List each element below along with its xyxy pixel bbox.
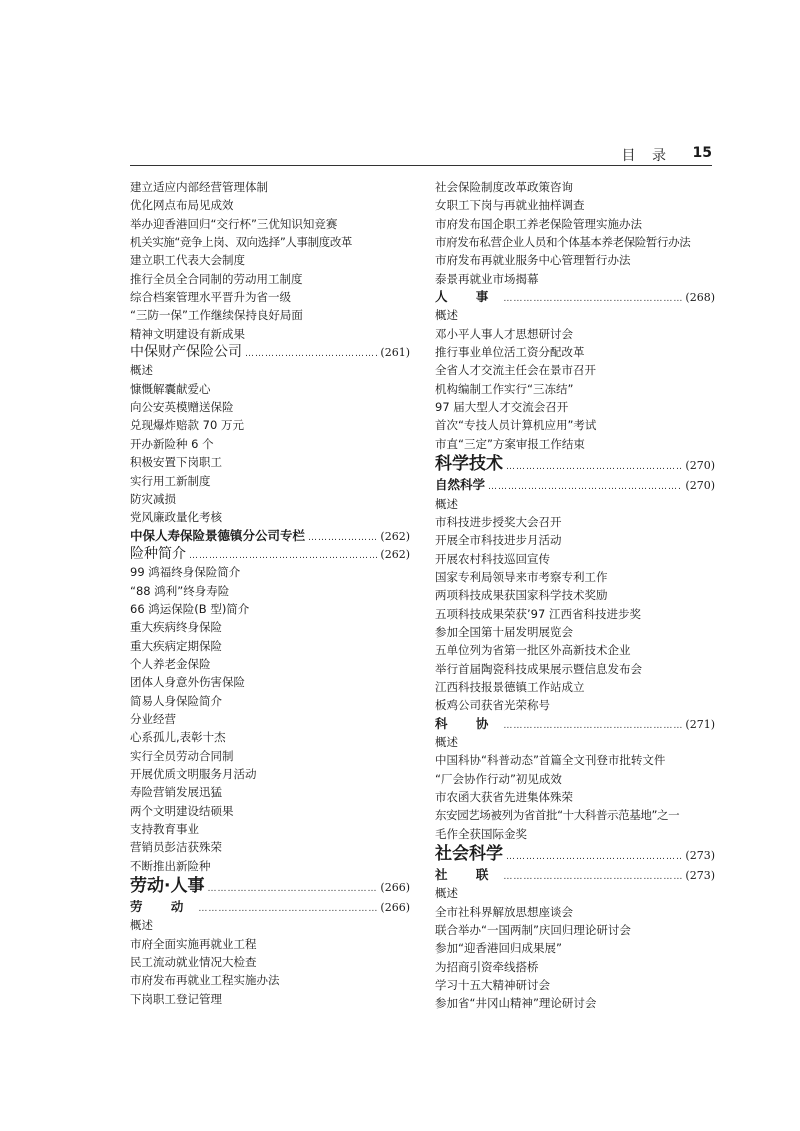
entry-page-number: (266)	[380, 901, 410, 915]
toc-entry[interactable]: 建立职工代表大会制度	[130, 253, 245, 268]
toc-entry[interactable]: 社会保险制度改革政策咨询	[435, 180, 573, 194]
toc-entry[interactable]: 市府全面实施再就业工程	[130, 936, 257, 951]
page-number: 15	[692, 145, 712, 161]
entry-title: 中保财产保险公司	[130, 344, 242, 361]
toc-entry[interactable]: 66 鸿运保险(B 型)简介	[130, 601, 250, 616]
toc-entry[interactable]: 概述	[435, 886, 458, 901]
toc-section-entry[interactable]	[435, 476, 715, 494]
entry-page-number: (261)	[380, 346, 410, 360]
toc-entry[interactable]: 营销员彭洁获殊荣	[130, 840, 222, 855]
toc-entry[interactable]: 寿险营销发展迅猛	[130, 785, 222, 800]
toc-entry[interactable]: 心系孤儿,表彰十杰	[130, 730, 226, 745]
toc-entry[interactable]: “厂会协作行动”初见成效	[435, 771, 562, 786]
toc-entry[interactable]: 97 届大型人才交流会召开	[435, 400, 569, 415]
entry-title: 险种简介	[130, 545, 186, 562]
toc-entry[interactable]: 邓小平人事人才思想研讨会	[435, 326, 573, 341]
toc-right-column	[435, 178, 715, 1013]
entry-page-number: (262)	[380, 529, 410, 543]
entry-title: 社 联	[435, 867, 501, 883]
toc-entry[interactable]: 不断推出新险种	[130, 858, 211, 873]
toc-entry[interactable]: 东安园艺场被列为省首批“十大科普示范基地”之一	[435, 808, 680, 823]
toc-entry[interactable]: 参加全国第十届发明展览会	[435, 624, 573, 639]
entry-page-number: (266)	[380, 881, 410, 895]
entry-title: 科 协	[435, 715, 501, 731]
toc-entry[interactable]: 学习十五大精神研讨会	[435, 978, 550, 993]
entry-page-number: (270)	[685, 459, 715, 473]
entry-title: 人 事	[435, 289, 501, 305]
toc-section-entry[interactable]	[130, 527, 410, 545]
entry-page-number: (262)	[380, 547, 410, 561]
toc-left-column	[130, 178, 410, 1008]
toc-entry[interactable]: 防灾减损	[130, 491, 176, 506]
toc-entry[interactable]: 慷慨解囊献爱心	[130, 381, 211, 396]
toc-entry[interactable]: 市府发布私营企业人员和个体基本养老保险暂行办法	[435, 235, 691, 250]
toc-entry[interactable]: 市农函大获省先进集体殊荣	[435, 790, 573, 804]
entry-title: 中保人寿保险景德镇分公司专栏	[130, 527, 306, 543]
toc-section-entry[interactable]	[435, 288, 715, 306]
toc-entry[interactable]: 市府发布再就业服务中心管理暂行办法	[435, 253, 631, 268]
toc-entry[interactable]: 举办迎香港回归“交行杯”三优知识知竞赛	[130, 216, 338, 231]
toc-entry[interactable]: 支持教育事业	[130, 822, 199, 837]
toc-entry[interactable]: 综合档案管理水平晋升为省一级	[130, 290, 291, 305]
page-header	[130, 143, 712, 165]
toc-entry[interactable]: 概述	[435, 308, 458, 323]
entry-page-number: (273)	[685, 849, 715, 863]
toc-section-entry[interactable]	[435, 453, 715, 476]
toc-entry[interactable]: 五项科技成果荣获’97 江西省科技进步奖	[435, 606, 641, 621]
entry-title: 劳 动	[130, 899, 196, 915]
toc-entry[interactable]: 推行事业单位活工资分配改革	[435, 345, 585, 360]
toc-entry[interactable]: 实行用工新制度	[130, 473, 211, 488]
toc-entry[interactable]: 市科技进步授奖大会召开	[435, 514, 562, 529]
toc-section-entry[interactable]	[435, 715, 715, 733]
toc-entry[interactable]: 市直“三定”方案审报工作结束	[435, 436, 585, 451]
toc-entry[interactable]: 概述	[435, 734, 458, 749]
toc-section-entry[interactable]	[130, 343, 410, 361]
entry-title: 科学技术	[435, 454, 503, 475]
toc-entry[interactable]: 向公安英模赠送保险	[130, 400, 234, 415]
toc-entry[interactable]: 优化网点布局见成效	[130, 198, 234, 213]
toc-entry[interactable]: 重大疾病定期保险	[130, 638, 222, 653]
toc-entry[interactable]: 板鸡公司获省光荣称号	[435, 698, 550, 713]
toc-entry[interactable]: 建立适应内部经营管理体制	[130, 180, 268, 194]
toc-entry[interactable]: 个人养老金保险	[130, 656, 211, 671]
toc-entry[interactable]: 兑现爆炸赔款 70 万元	[130, 418, 244, 433]
entry-title: 自然科学	[435, 477, 486, 493]
toc-entry[interactable]: 为招商引资牵线搭桥	[435, 959, 539, 974]
toc-entry[interactable]: 五单位列为省第一批区外高新技术企业	[435, 643, 631, 658]
toc-entry[interactable]: 参加“迎香港回归成果展”	[435, 941, 562, 956]
toc-section-entry[interactable]	[130, 875, 410, 898]
toc-entry[interactable]: 江西科技报景德镇工作站成立	[435, 679, 585, 694]
toc-entry[interactable]: 举行首届陶瓷科技成果展示暨信息发布会	[435, 661, 642, 676]
toc-entry[interactable]: 女职工下岗与再就业抽样调查	[435, 198, 585, 213]
toc-entry[interactable]: 概述	[435, 496, 458, 511]
toc-entry[interactable]: 积极安置下岗职工	[130, 455, 222, 470]
entry-page-number: (268)	[685, 291, 715, 305]
toc-section-entry[interactable]	[130, 898, 410, 916]
toc-entry[interactable]: 开展优质文明服务月活动	[130, 767, 257, 781]
toc-entry[interactable]: 精神文明建设有新成果	[130, 326, 245, 341]
toc-entry[interactable]: 概述	[130, 363, 153, 378]
toc-entry[interactable]: 参加省“井冈山精神”理论研讨会	[435, 996, 597, 1011]
toc-entry[interactable]: 下岗职工登记管理	[130, 991, 222, 1006]
toc-entry[interactable]: 实行全员劳动合同制	[130, 748, 234, 763]
toc-entry[interactable]: 开展全市科技进步月活动	[435, 533, 562, 548]
toc-entry[interactable]: 两项科技成果获国家科学技术奖励	[435, 588, 608, 603]
toc-entry[interactable]: 推行全员全合同制的劳动用工制度	[130, 271, 303, 286]
toc-entry[interactable]: 首次“专技人员计算机应用”考试	[435, 418, 597, 433]
toc-entry[interactable]: 团体人身意外伤害保险	[130, 675, 245, 690]
toc-entry[interactable]: 分业经营	[130, 711, 176, 726]
toc-entry[interactable]: “三防一保”工作继续保持良好局面	[130, 308, 303, 323]
toc-section-entry[interactable]	[435, 843, 715, 866]
toc-entry[interactable]: 民工流动就业情况大检查	[130, 955, 257, 970]
toc-section-entry[interactable]	[435, 866, 715, 884]
toc-entry[interactable]: 毛作全获国际金奖	[435, 826, 527, 841]
entry-page-number: (270)	[685, 479, 715, 493]
header-rule	[130, 165, 712, 166]
toc-entry[interactable]: 全省人才交流主任会在景市召开	[435, 363, 596, 378]
toc-entry[interactable]: 两个文明建设结硕果	[130, 803, 234, 818]
toc-entry[interactable]: 泰景再就业市场揭幕	[435, 271, 539, 286]
toc-entry[interactable]: 简易人身保险简介	[130, 693, 222, 708]
toc-entry[interactable]: 国家专利局领导来市考察专利工作	[435, 569, 608, 584]
toc-entry[interactable]: 市府发布再就业工程实施办法	[130, 973, 280, 988]
toc-entry[interactable]: 开办新险种 6 个	[130, 436, 214, 451]
entry-title: 劳动·人事	[130, 876, 205, 897]
toc-entry[interactable]: 开展农村科技巡回宣传	[435, 551, 550, 566]
entry-page-number: (271)	[685, 717, 715, 731]
toc-section-entry[interactable]	[130, 545, 410, 563]
entry-title: 社会科学	[435, 844, 503, 865]
toc-entry[interactable]: 中国科协“科普动态”首篇全文刊登市批转文件	[435, 753, 666, 768]
toc-entry[interactable]: 机构编制工作实行“三冻结”	[435, 381, 574, 396]
header-title: 目 录	[621, 148, 672, 164]
toc-entry[interactable]: 市府发布国企职工养老保险管理实施办法	[435, 216, 642, 231]
toc-entry[interactable]: 重大疾病终身保险	[130, 620, 222, 635]
toc-entry[interactable]: 机关实施“竞争上岗、双向选择”人事制度改革	[130, 235, 353, 250]
toc-entry[interactable]: 全市社科界解放思想座谈会	[435, 904, 573, 919]
toc-entry[interactable]: “88 鸿利”终身寿险	[130, 583, 230, 598]
entry-page-number: (273)	[685, 869, 715, 883]
toc-entry[interactable]: 党风廉政量化考核	[130, 510, 222, 525]
toc-entry[interactable]: 联合举办“一国两制”庆回归理论研讨会	[435, 923, 631, 938]
toc-entry[interactable]: 概述	[130, 918, 153, 933]
toc-entry[interactable]: 99 鸿福终身保险简介	[130, 565, 241, 580]
